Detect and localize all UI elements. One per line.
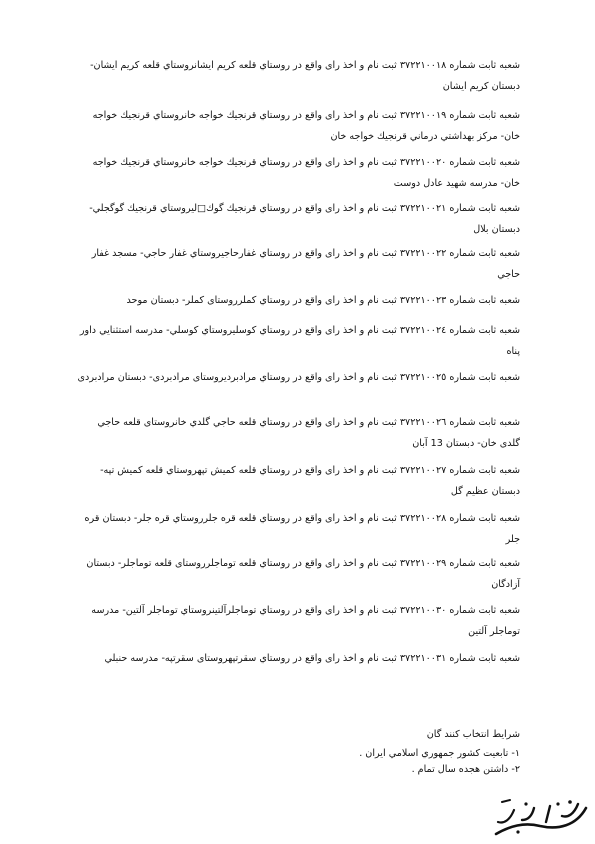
branch-entry-026: شعبه ثابت شماره ٣٧٢٢١٠٠٢٦ ثبت نام و اخذ راى واقع در روستاي قلعه حاجي گلدي خانروستاى قلعه حاجي گلدى خان- دبستان 13 آبان (97, 417, 520, 449)
condition-item-1: ١- تابعيت كشور جمهوري اسلامي ايران . (359, 748, 520, 759)
branch-entry-019: شعبه ثابت شماره ٣٧٢٢١٠٠١٩ ثبت نام و اخذ راى واقع در روستاي قرنجيك خواجه خانروستاي قرنجيك خواجه خان- مركز بهداشتي درماني قرنجيك خواجه خان (92, 110, 520, 142)
branch-entry-031: شعبه ثابت شماره ٣٧٢٢١٠٠٣١ ثبت نام و اخذ راى واقع در روستاي سقرتپهروستاى سقرتپه- مدرسه حنبلي (104, 653, 520, 664)
condition-item-2: ٢- داشتن هجده سال تمام . (411, 764, 520, 775)
branch-entry-018: شعبه ثابت شماره ٣٧٢٢١٠٠١٨ ثبت نام و اخذ راى واقع در روستاي قلعه كريم ايشانروستاي قلعه كريم ايشان- دبستان كريم ايشان (90, 60, 520, 92)
branch-entry-023: شعبه ثابت شماره ٣٧٢٢١٠٠٢٣ ثبت نام و اخذ راى واقع در روستاي كملرروستاى كملر- دبستان موحد (126, 295, 520, 306)
branch-entry-021: شعبه ثابت شماره ٣٧٢٢١٠٠٢١ ثبت نام و اخذ راى واقع در روستاي قرنجيك گوك□ليروستاي قرنجيك گوگجلي- دبستان بلال (89, 203, 520, 235)
branch-entry-020: شعبه ثابت شماره ٣٧٢٢١٠٠٢٠ ثبت نام و اخذ راى واقع در روستاي قرنجيك خواجه خانروستاي قرنجيك خواجه خان- مدرسه شهيد عادل دوست (92, 157, 520, 189)
branch-entry-030: شعبه ثابت شماره ٣٧٢٢١٠٠٣٠ ثبت نام و اخذ راى واقع در روستاي توماجلرآلتينروستاي توماجلر آلتين- مدرسه توماجلر آلتين (91, 605, 520, 637)
branch-entry-029: شعبه ثابت شماره ٣٧٢٢١٠٠٢٩ ثبت نام و اخذ راى واقع در روستاي قلعه توماجلرروستاى قلعه توماجلر- دبستان آزادگان (86, 558, 520, 590)
branch-entry-028: شعبه ثابت شماره ٣٧٢٢١٠٠٢٨ ثبت نام و اخذ راى واقع در روستاي قلعه قره جلرروستاي قره جلر- دبستان قره جلر (84, 513, 520, 545)
branch-entry-027: شعبه ثابت شماره ٣٧٢٢١٠٠٢٧ ثبت نام و اخذ راى واقع در روستاي قلعه كميش تپهروستاي قلعه كميش تپه- دبستان عظيم گل (100, 465, 520, 497)
conditions-title: شرايط انتخاب كنند گان (426, 729, 520, 740)
branch-entry-025: شعبه ثابت شماره ٣٧٢٢١٠٠٢٥ ثبت نام و اخذ راى واقع در روستاي مرادبرديروستاى مرادبردى- دبستان مرادبردى (77, 372, 520, 383)
governorate-logo (488, 796, 592, 840)
branch-entry-022: شعبه ثابت شماره ٣٧٢٢١٠٠٢٢ ثبت نام و اخذ راى واقع در روستاي غفارحاجيروستاي غفار حاجي- مسجد غفار حاجي (91, 248, 520, 280)
calligraphy-logo-icon (488, 796, 592, 840)
branch-entry-024: شعبه ثابت شماره ٣٧٢٢١٠٠٢٤ ثبت نام و اخذ راى واقع در روستاي كوسليروستاي كوسلي- مدرسه استثنايي داور پناه (79, 325, 520, 357)
